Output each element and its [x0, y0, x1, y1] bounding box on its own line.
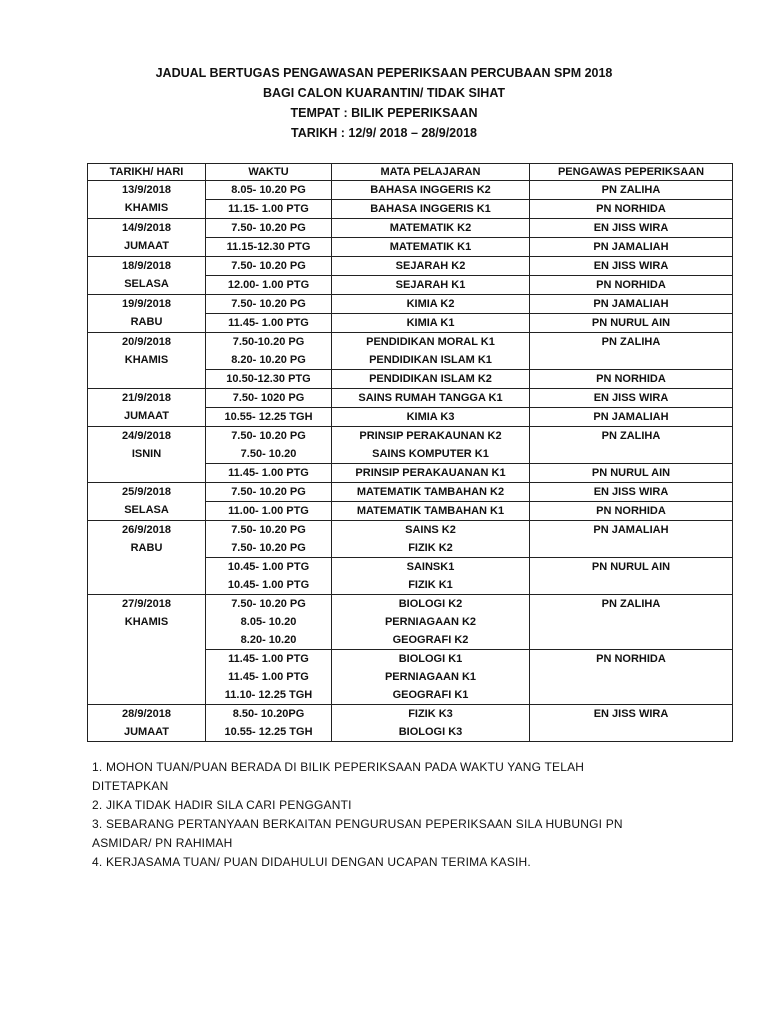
table-row — [88, 333, 733, 370]
date-day-cell — [88, 295, 206, 333]
time-range: 11.45- 1.00 PTG — [228, 671, 309, 683]
subject-name: SAINS RUMAH TANGGA K1 — [358, 392, 503, 404]
date-day-cell — [88, 595, 206, 705]
time-range: 7.50- 10.20 PG — [231, 486, 306, 498]
time-cell — [206, 333, 332, 370]
header-date-day: TARIKH/ HARI — [88, 164, 206, 181]
exam-date: 14/9/2018 — [122, 222, 171, 234]
table-body — [88, 181, 733, 742]
invigilator-name: EN JISS WIRA — [593, 486, 669, 498]
time-cell — [206, 257, 332, 276]
subject-name: PRINSIP PERAKAUANAN K1 — [355, 467, 506, 479]
invigilator-cell — [530, 408, 733, 427]
time-range: 11.10- 12.25 TGH — [224, 689, 313, 701]
invigilator-name: EN JISS WIRA — [593, 222, 669, 234]
subject-name: PENDIDIKAN ISLAM K1 — [369, 354, 492, 366]
time-cell — [206, 276, 332, 295]
subject-name: BIOLOGI K1 — [398, 653, 463, 665]
time-range: 11.45- 1.00 PTG — [228, 317, 309, 329]
table-row — [88, 219, 733, 238]
time-cell — [206, 370, 332, 389]
time-range: 7.50- 10.20 PG — [231, 430, 306, 442]
time-range: 10.55- 12.25 TGH — [224, 411, 313, 423]
exam-day: KHAMIS — [124, 354, 169, 366]
subject-name: FIZIK K3 — [408, 708, 453, 720]
exam-date: 20/9/2018 — [122, 336, 171, 348]
note-item: 2. JIKA TIDAK HADIR SILA CARI PENGGANTI — [92, 798, 352, 812]
exam-day: SELASA — [124, 278, 169, 290]
invigilator-cell — [530, 705, 733, 742]
exam-date: 26/9/2018 — [122, 524, 171, 536]
time-range: 10.45- 1.00 PTG — [227, 561, 310, 573]
subject-cell — [332, 464, 530, 483]
time-range: 11.15- 1.00 PTG — [228, 203, 309, 215]
subject-name: SEJARAH K2 — [395, 260, 466, 272]
invigilator-cell — [530, 257, 733, 276]
header-invigilator: PENGAWAS PEPERIKSAAN — [530, 164, 733, 181]
exam-day: KHAMIS — [124, 616, 169, 628]
invigilator-name: PN NORHIDA — [596, 653, 666, 665]
time-range: 11.45- 1.00 PTG — [228, 467, 309, 479]
subject-cell — [332, 238, 530, 257]
invigilator-name: EN JISS WIRA — [593, 260, 669, 272]
subject-name: FIZIK K2 — [408, 542, 453, 554]
invigilator-cell — [530, 276, 733, 295]
invigilator-cell — [530, 389, 733, 408]
subject-name: SAINSK1 — [406, 561, 455, 573]
time-range: 7.50- 10.20 — [240, 448, 297, 460]
exam-date: 27/9/2018 — [122, 598, 171, 610]
exam-date: 13/9/2018 — [122, 184, 171, 196]
invigilator-name: PN ZALIHA — [601, 184, 661, 196]
subject-name: MATEMATIK TAMBAHAN K2 — [356, 486, 505, 498]
time-cell — [206, 521, 332, 558]
invigilator-name: PN JAMALIAH — [593, 298, 669, 310]
subject-name: BIOLOGI K3 — [398, 726, 463, 738]
note-item: 1. MOHON TUAN/PUAN BERADA DI BILIK PEPERIKSAAN PADA WAKTU YANG TELAH DITETAPKAN — [92, 760, 585, 793]
exam-date: 18/9/2018 — [122, 260, 171, 272]
note-item: 4. KERJASAMA TUAN/ PUAN DIDAHULUI DENGAN UCAPAN TERIMA KASIH. — [92, 855, 531, 869]
time-range: 8.20- 10.20 PG — [231, 354, 306, 366]
subject-cell — [332, 257, 530, 276]
table-row — [88, 257, 733, 276]
subject-cell — [332, 370, 530, 389]
exam-date: 28/9/2018 — [122, 708, 171, 720]
note-item: 3. SEBARANG PERTANYAAN BERKAITAN PENGURUSAN PEPERIKSAAN SILA HUBUNGI PN ASMIDAR/ PN RAHIMAH — [92, 817, 623, 850]
title-line-3: TEMPAT : BILIK PEPERIKSAAN — [290, 106, 478, 120]
subject-name: FIZIK K1 — [408, 579, 453, 591]
invigilator-name: PN NORHIDA — [596, 373, 666, 385]
date-day-cell — [88, 427, 206, 483]
exam-date: 21/9/2018 — [122, 392, 171, 404]
invigilation-schedule-table — [87, 163, 733, 742]
invigilator-name: PN NURUL AIN — [591, 467, 671, 479]
date-day-cell — [88, 333, 206, 389]
time-cell — [206, 502, 332, 521]
table-row — [88, 483, 733, 502]
exam-day: JUMAAT — [123, 240, 169, 252]
time-range: 11.00- 1.00 PTG — [228, 505, 309, 517]
table-row — [88, 389, 733, 408]
subject-cell — [332, 595, 530, 650]
subject-cell — [332, 181, 530, 200]
subject-cell — [332, 389, 530, 408]
subject-cell — [332, 276, 530, 295]
time-range: 10.55- 12.25 TGH — [224, 726, 313, 738]
invigilator-cell — [530, 370, 733, 389]
date-day-cell — [88, 181, 206, 219]
time-range: 7.50- 10.20 PG — [231, 542, 306, 554]
time-range: 8.20- 10.20 — [240, 634, 297, 646]
invigilator-cell — [530, 483, 733, 502]
date-day-cell — [88, 521, 206, 595]
subject-name: PRINSIP PERAKAUNAN K2 — [359, 430, 502, 442]
time-cell — [206, 295, 332, 314]
document-title — [0, 63, 768, 143]
subject-name: SAINS K2 — [405, 524, 456, 536]
table-header-row — [88, 164, 733, 181]
invigilator-cell — [530, 333, 733, 370]
subject-name: SAINS KOMPUTER K1 — [372, 448, 489, 460]
time-cell — [206, 219, 332, 238]
date-day-cell — [88, 257, 206, 295]
invigilator-name: PN NORHIDA — [596, 279, 666, 291]
exam-day: JUMAAT — [123, 726, 169, 738]
title-line-2: BAGI CALON KUARANTIN/ TIDAK SIHAT — [262, 86, 506, 100]
time-range: 7.50- 1020 PG — [232, 392, 305, 404]
subject-cell — [332, 483, 530, 502]
time-range: 11.15-12.30 PTG — [226, 241, 311, 253]
time-cell — [206, 595, 332, 650]
invigilator-name: PN JAMALIAH — [593, 411, 669, 423]
invigilator-name: EN JISS WIRA — [593, 708, 669, 720]
subject-cell — [332, 333, 530, 370]
notes-section — [92, 758, 652, 872]
invigilator-cell — [530, 238, 733, 257]
invigilator-name: PN NURUL AIN — [591, 561, 671, 573]
exam-date: 25/9/2018 — [122, 486, 171, 498]
subject-name: KIMIA K2 — [406, 298, 455, 310]
time-cell — [206, 558, 332, 595]
time-range: 7.50- 10.20 PG — [231, 298, 306, 310]
subject-name: MATEMATIK K1 — [389, 241, 472, 253]
time-range: 7.50-10.20 PG — [232, 336, 305, 348]
invigilator-name: PN NORHIDA — [596, 505, 666, 517]
subject-name: PENDIDIKAN MORAL K1 — [366, 336, 495, 348]
time-range: 7.50- 10.20 PG — [231, 260, 306, 272]
time-cell — [206, 408, 332, 427]
time-cell — [206, 238, 332, 257]
table-row — [88, 295, 733, 314]
exam-day: ISNIN — [131, 448, 162, 460]
exam-day: RABU — [130, 316, 163, 328]
time-cell — [206, 650, 332, 705]
time-cell — [206, 464, 332, 483]
subject-cell — [332, 295, 530, 314]
table-row — [88, 181, 733, 200]
table-row — [88, 705, 733, 742]
invigilator-cell — [530, 650, 733, 705]
subject-name: BAHASA INGGERIS K2 — [370, 184, 491, 196]
subject-name: PERNIAGAAN K2 — [384, 616, 477, 628]
time-range: 12.00- 1.00 PTG — [227, 279, 310, 291]
exam-date: 19/9/2018 — [122, 298, 171, 310]
subject-name: PENDIDIKAN ISLAM K2 — [369, 373, 492, 385]
subject-name: GEOGRAFI K2 — [392, 634, 469, 646]
invigilator-name: PN ZALIHA — [601, 430, 661, 442]
subject-cell — [332, 200, 530, 219]
subject-name: BIOLOGI K2 — [398, 598, 463, 610]
time-range: 8.50- 10.20PG — [232, 708, 305, 720]
exam-day: SELASA — [124, 504, 169, 516]
subject-name: KIMIA K1 — [406, 317, 455, 329]
subject-name: SEJARAH K1 — [395, 279, 466, 291]
exam-day: KHAMIS — [124, 202, 169, 214]
table-row — [88, 427, 733, 464]
time-range: 8.05- 10.20 — [240, 616, 297, 628]
time-cell — [206, 181, 332, 200]
invigilator-cell — [530, 502, 733, 521]
date-day-cell — [88, 389, 206, 427]
exam-day: JUMAAT — [123, 410, 169, 422]
invigilator-cell — [530, 181, 733, 200]
exam-date: 24/9/2018 — [122, 430, 171, 442]
subject-name: BAHASA INGGERIS K1 — [370, 203, 491, 215]
invigilator-cell — [530, 558, 733, 595]
subject-name: MATEMATIK TAMBAHAN K1 — [356, 505, 505, 517]
invigilator-cell — [530, 295, 733, 314]
table-row — [88, 521, 733, 558]
invigilator-cell — [530, 521, 733, 558]
subject-cell — [332, 650, 530, 705]
invigilator-cell — [530, 219, 733, 238]
time-range: 11.45- 1.00 PTG — [228, 653, 309, 665]
time-cell — [206, 314, 332, 333]
invigilator-name: PN JAMALIAH — [593, 241, 669, 253]
invigilator-cell — [530, 427, 733, 464]
invigilator-cell — [530, 314, 733, 333]
time-range: 8.05- 10.20 PG — [231, 184, 306, 196]
time-range: 7.50- 10.20 PG — [231, 524, 306, 536]
time-cell — [206, 200, 332, 219]
title-line-1: JADUAL BERTUGAS PENGAWASAN PEPERIKSAAN PERCUBAAN SPM 2018 — [155, 66, 613, 80]
time-cell — [206, 483, 332, 502]
subject-cell — [332, 521, 530, 558]
subject-name: GEOGRAFI K1 — [392, 689, 469, 701]
subject-cell — [332, 558, 530, 595]
subject-cell — [332, 314, 530, 333]
invigilator-cell — [530, 464, 733, 483]
invigilator-cell — [530, 200, 733, 219]
subject-cell — [332, 502, 530, 521]
invigilator-name: PN ZALIHA — [601, 336, 661, 348]
time-range: 7.50- 10.20 PG — [231, 222, 306, 234]
date-day-cell — [88, 219, 206, 257]
time-range: 10.50-12.30 PTG — [226, 373, 311, 385]
subject-cell — [332, 408, 530, 427]
invigilator-name: PN JAMALIAH — [593, 524, 669, 536]
invigilator-name: PN NORHIDA — [596, 203, 666, 215]
invigilator-name: PN NURUL AIN — [591, 317, 671, 329]
exam-day: RABU — [130, 542, 163, 554]
invigilator-name: EN JISS WIRA — [593, 392, 669, 404]
time-range: 10.45- 1.00 PTG — [227, 579, 310, 591]
date-day-cell — [88, 483, 206, 521]
invigilator-cell — [530, 595, 733, 650]
subject-cell — [332, 219, 530, 238]
time-cell — [206, 389, 332, 408]
subject-name: PERNIAGAAN K1 — [384, 671, 477, 683]
subject-cell — [332, 427, 530, 464]
subject-cell — [332, 705, 530, 742]
time-cell — [206, 705, 332, 742]
header-subject: MATA PELAJARAN — [332, 164, 530, 181]
table-row — [88, 595, 733, 650]
time-range: 7.50- 10.20 PG — [231, 598, 306, 610]
subject-name: KIMIA K3 — [406, 411, 455, 423]
time-cell — [206, 427, 332, 464]
header-time: WAKTU — [206, 164, 332, 181]
subject-name: MATEMATIK K2 — [389, 222, 472, 234]
title-line-4: TARIKH : 12/9/ 2018 – 28/9/2018 — [291, 126, 477, 140]
invigilator-name: PN ZALIHA — [601, 598, 661, 610]
date-day-cell — [88, 705, 206, 742]
